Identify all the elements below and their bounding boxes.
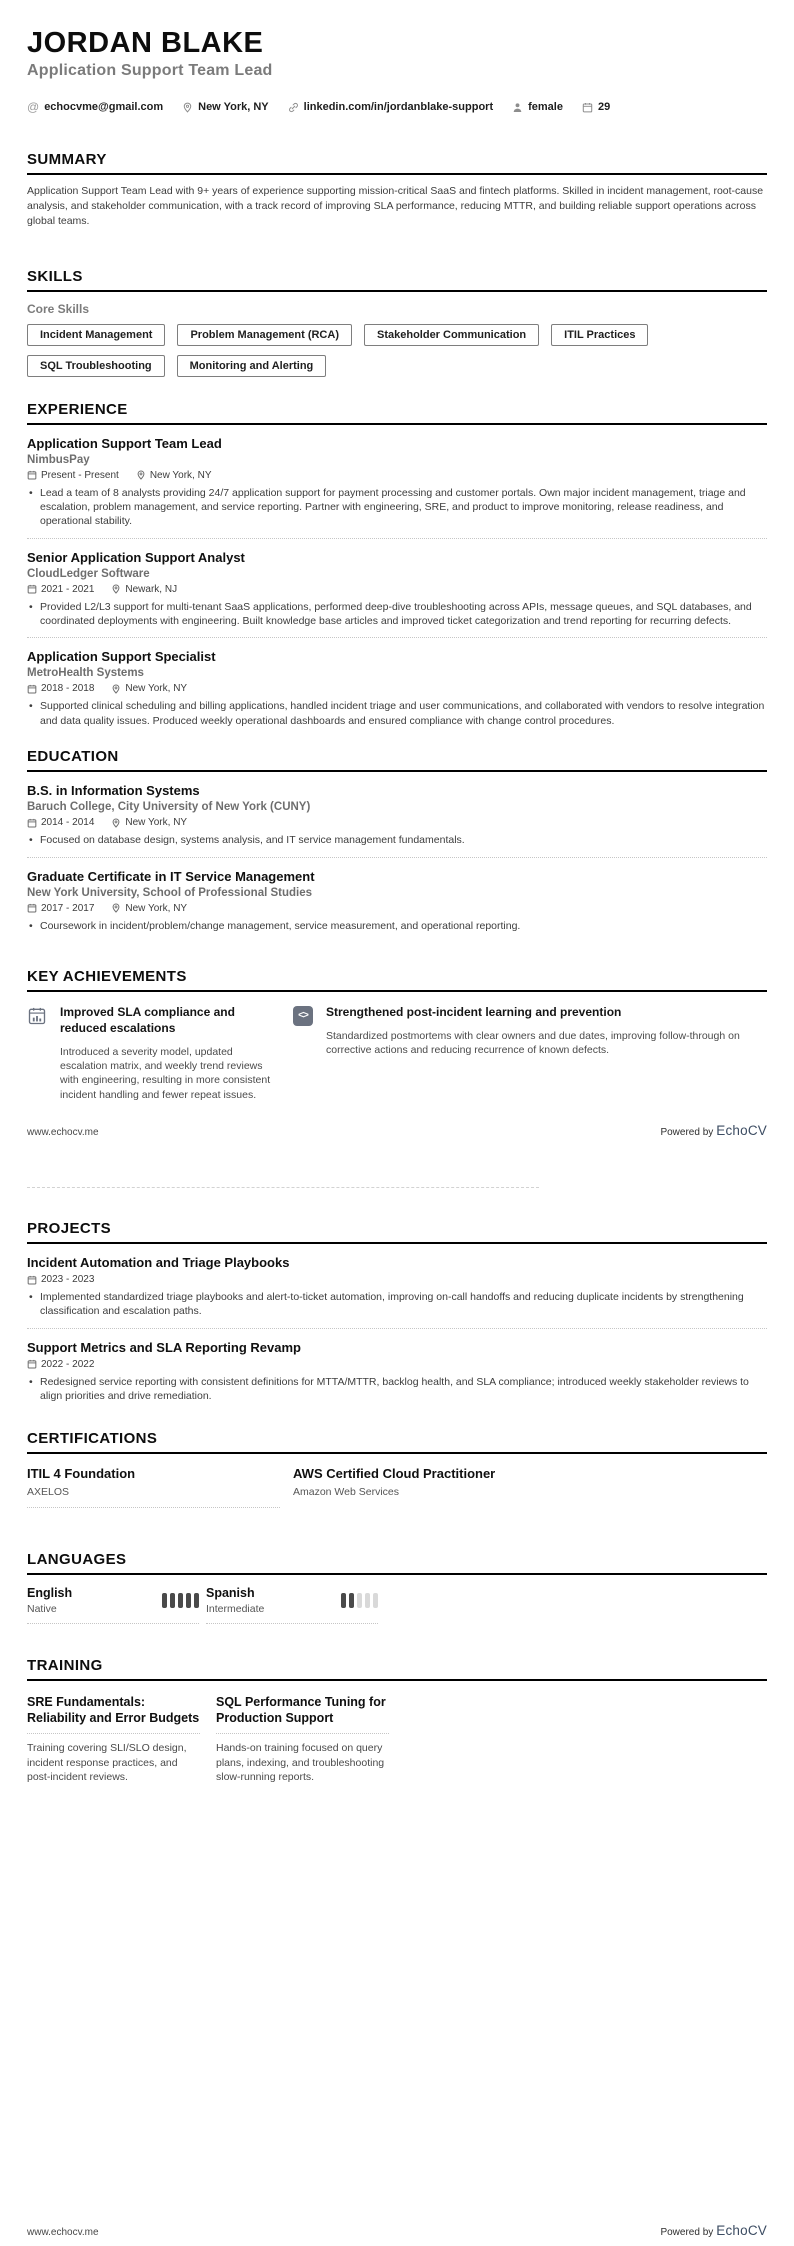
languages-heading: LANGUAGES (27, 1551, 767, 1575)
proficiency-bar (170, 1593, 175, 1608)
education-bullet: • Focused on database design, systems analysis, and IT service management fundamentals. (27, 833, 767, 847)
school-name: New York University, School of Professional Studies (27, 886, 313, 899)
training-item (27, 1694, 200, 1785)
powered-by-label: Powered by (660, 1127, 714, 1139)
job-dates (27, 470, 119, 481)
location-icon (111, 903, 121, 913)
proficiency-bar (365, 1593, 370, 1608)
achievement-title: Improved SLA compliance and reduced escalations (60, 1004, 235, 1035)
project-entry (27, 1340, 767, 1404)
language-row (27, 1586, 199, 1615)
job-bullet: • Supported clinical scheduling and billing applications, handled incident triage and user communications, and collaborated with vendors to resolve integration and data quality issues. Produced weekly operational dashboards and ensured compliance with change control procedures. (27, 699, 767, 728)
entry-divider (27, 637, 767, 638)
resume-header (27, 28, 767, 113)
proficiency-bar (341, 1593, 346, 1608)
job-company: CloudLedger Software (27, 567, 150, 580)
proficiency-bar (194, 1593, 199, 1608)
job-meta (27, 470, 767, 481)
candidate-title: Application Support Team Lead (27, 62, 273, 80)
school-dates (27, 817, 94, 828)
job-meta (27, 584, 767, 595)
contact-row (27, 101, 767, 113)
certifications-heading: CERTIFICATIONS (27, 1430, 767, 1454)
training-grid (27, 1694, 767, 1785)
project-meta (27, 1274, 767, 1285)
certification-issuer: AXELOS (27, 1485, 70, 1498)
section-projects (27, 1220, 767, 1404)
school-location (111, 903, 187, 914)
language-proficiency-bars (341, 1593, 378, 1608)
project-title: Incident Automation and Triage Playbooks (27, 1255, 290, 1271)
section-summary (27, 151, 767, 228)
calendar-icon (27, 1359, 37, 1369)
job-dates (27, 584, 94, 595)
calendar-icon (582, 102, 593, 113)
skill-tag-list (27, 324, 767, 377)
training-text: Training covering SLI/SLO design, incident response practices, and post-incident reviews. (27, 1742, 187, 1783)
achievements-heading: KEY ACHIEVEMENTS (27, 968, 767, 992)
language-proficiency-bars (162, 1593, 199, 1608)
skill-tag: Stakeholder Communication (364, 324, 539, 346)
entry-divider (27, 1507, 280, 1508)
achievement-title: Strengthened post-incident learning and prevention (326, 1004, 622, 1019)
experience-entry (27, 649, 767, 728)
skill-tag: Monitoring and Alerting (177, 355, 327, 377)
language-level: Intermediate (206, 1602, 265, 1615)
location-icon (136, 470, 146, 480)
powered-by (660, 2222, 767, 2240)
calendar-chart-icon (27, 1005, 49, 1102)
education-bullet: • Coursework in incident/problem/change management, service measurement, and operational reporting. (27, 919, 767, 933)
certification-name: ITIL 4 Foundation (27, 1465, 136, 1481)
location-icon (111, 684, 121, 694)
language-level: Native (27, 1602, 57, 1615)
skill-tag: Incident Management (27, 324, 165, 346)
training-heading: TRAINING (27, 1657, 767, 1681)
contact-location-text: New York, NY (198, 101, 269, 114)
achievement-body (60, 1005, 273, 1102)
location-icon (111, 818, 121, 828)
code-icon: <> (293, 1005, 315, 1102)
section-skills (27, 268, 767, 377)
echocv-brand[interactable]: EchoCV (716, 1123, 767, 1139)
achievement-item (293, 1005, 767, 1102)
school-location (111, 817, 187, 828)
language-row (206, 1586, 378, 1615)
degree-title: B.S. in Information Systems (27, 783, 200, 799)
echocv-brand[interactable]: EchoCV (716, 2223, 767, 2238)
project-dates (27, 1359, 94, 1370)
skills-heading: SKILLS (27, 268, 767, 292)
job-meta (27, 683, 767, 694)
footer-site-link[interactable]: www.echocv.me (27, 1127, 99, 1139)
certification-item (27, 1466, 293, 1508)
proficiency-bar (357, 1593, 362, 1608)
skill-tag: SQL Troubleshooting (27, 355, 165, 377)
training-text: Hands-on training focused on query plans, indexing, and troubleshooting slow-running reports. (216, 1742, 385, 1783)
projects-heading: PROJECTS (27, 1220, 767, 1244)
job-location-text: New York, NY (125, 683, 188, 695)
contact-linkedin[interactable] (288, 101, 493, 113)
section-training (27, 1657, 767, 1785)
job-location-text: New York, NY (149, 469, 212, 481)
school-meta (27, 817, 767, 828)
school-dates (27, 903, 94, 914)
calendar-icon (27, 584, 37, 594)
contact-location (182, 101, 269, 113)
proficiency-bar (373, 1593, 378, 1608)
achievement-text: Introduced a severity model, updated escalation matrix, and weekly trend reviews with engineering, resulting in more consistent incident handling and fewer repeat issues. (60, 1045, 271, 1101)
entry-divider (216, 1733, 389, 1734)
project-dates (27, 1274, 94, 1285)
experience-entry (27, 550, 767, 639)
school-name: Baruch College, City University of New York (CUNY) (27, 801, 311, 814)
section-achievements (27, 968, 767, 1102)
summary-heading: SUMMARY (27, 151, 767, 175)
powered-by-label: Powered by (660, 2227, 714, 2238)
contact-email[interactable] (27, 101, 163, 113)
job-location (111, 584, 177, 595)
job-title: Application Support Specialist (27, 649, 216, 665)
section-education (27, 748, 767, 933)
section-experience (27, 401, 767, 729)
location-icon (111, 584, 121, 594)
job-bullet: • Lead a team of 8 analysts providing 24/7 application support for payment processing and customer portals. Own major incident management, triage and escalation, problem management, and service reporting. Partner with engineering, SRE, and product to improve monitoring, release readiness, and operational stability. (27, 486, 767, 529)
page2-footer (27, 2222, 767, 2240)
school-meta (27, 903, 767, 914)
calendar-icon (27, 818, 37, 828)
project-bullet: • Redesigned service reporting with consistent definitions for MTTA/MTTR, backlog health, and SLA compliance; introduced weekly stakeholder reviews to align priorities and drive remediation. (27, 1375, 767, 1404)
project-entry (27, 1255, 767, 1329)
job-dates-text: Present - Present (41, 469, 119, 481)
language-name: Spanish (206, 1585, 255, 1600)
job-dates (27, 683, 94, 694)
certification-name: AWS Certified Cloud Practitioner (293, 1465, 496, 1481)
job-dates-text: 2021 - 2021 (41, 583, 95, 595)
skills-group-label: Core Skills (27, 301, 90, 316)
school-dates-text: 2017 - 2017 (41, 902, 95, 914)
job-title: Application Support Team Lead (27, 435, 222, 451)
candidate-name: JORDAN BLAKE (27, 27, 264, 59)
proficiency-bar (186, 1593, 191, 1608)
job-company: NimbusPay (27, 453, 90, 466)
achievements-grid (27, 1005, 767, 1102)
achievement-text: Standardized postmortems with clear owners and due dates, improving follow-through on corrective actions and reducing recurrence of known defects. (326, 1029, 740, 1057)
contact-age (582, 101, 610, 113)
person-icon (512, 102, 523, 113)
contact-gender (512, 101, 563, 113)
education-entry (27, 869, 767, 933)
entry-divider (27, 538, 767, 539)
skill-tag: Problem Management (RCA) (177, 324, 352, 346)
summary-text: Application Support Team Lead with 9+ years of experience supporting mission-critical SaaS and fintech platforms. Skilled in incident management, root-cause analysis, and stakeholder communication, with a track record of improving SLA performance, reducing MTTR, and building reliable support operations across global teams. (27, 185, 764, 227)
location-icon (182, 102, 193, 113)
job-bullet: • Provided L2/L3 support for multi-tenant SaaS applications, performed deep-dive troubleshooting across APIs, message queues, and SQL databases, and coordinated deployments with engineering. Built knowledge base articles and improved ticket categorization and trend reporting for recurring defects. (27, 600, 767, 629)
training-item (216, 1694, 389, 1785)
project-title: Support Metrics and SLA Reporting Revamp (27, 1339, 301, 1355)
training-title: SRE Fundamentals: Reliability and Error Budgets (27, 1694, 200, 1725)
skill-tag: ITIL Practices (551, 324, 648, 346)
entry-divider (27, 1733, 200, 1734)
link-icon (288, 102, 299, 113)
achievement-body (326, 1005, 747, 1102)
proficiency-bar (162, 1593, 167, 1608)
page1-footer (27, 1122, 767, 1140)
job-title: Senior Application Support Analyst (27, 549, 245, 565)
contact-email-text: echocvme@gmail.com (44, 101, 164, 114)
experience-heading: EXPERIENCE (27, 401, 767, 425)
education-entry (27, 783, 767, 857)
language-item (206, 1586, 378, 1624)
page-break-divider (27, 1187, 539, 1188)
powered-by (660, 1122, 767, 1140)
section-certifications (27, 1430, 767, 1508)
job-location (111, 683, 187, 694)
languages-grid (27, 1586, 767, 1624)
calendar-icon (27, 903, 37, 913)
entry-divider (27, 1623, 199, 1624)
calendar-icon (27, 470, 37, 480)
experience-entry (27, 436, 767, 539)
language-name: English (27, 1585, 73, 1600)
education-heading: EDUCATION (27, 748, 767, 772)
job-dates-text: 2018 - 2018 (41, 683, 95, 695)
project-meta (27, 1359, 767, 1370)
achievement-item (27, 1005, 293, 1102)
job-location (136, 470, 212, 481)
language-labels (206, 1586, 264, 1615)
job-company: MetroHealth Systems (27, 667, 144, 680)
certifications-grid (27, 1466, 767, 1508)
certification-issuer: Amazon Web Services (293, 1485, 400, 1498)
entry-divider (27, 857, 767, 858)
contact-linkedin-text: linkedin.com/in/jordanblake-support (303, 101, 494, 114)
project-dates-text: 2023 - 2023 (41, 1274, 95, 1286)
calendar-icon (27, 1275, 37, 1285)
language-item (27, 1586, 199, 1624)
email-icon: @ (27, 100, 40, 115)
school-dates-text: 2014 - 2014 (41, 817, 95, 829)
proficiency-bar (178, 1593, 183, 1608)
project-dates-text: 2022 - 2022 (41, 1358, 95, 1370)
training-title: SQL Performance Tuning for Production Support (216, 1694, 386, 1725)
school-location-text: New York, NY (125, 902, 188, 914)
footer-site-link[interactable]: www.echocv.me (27, 2227, 99, 2238)
entry-divider (27, 1328, 767, 1329)
job-location-text: Newark, NJ (125, 583, 178, 595)
contact-gender-text: female (528, 101, 563, 114)
school-location-text: New York, NY (125, 817, 188, 829)
project-bullet: • Implemented standardized triage playbooks and alert-to-ticket automation, improving on-call handoffs and reducing duplicate incidents by strengthening classification and escalation paths. (27, 1290, 767, 1319)
proficiency-bar (349, 1593, 354, 1608)
language-labels (27, 1586, 72, 1615)
section-languages (27, 1551, 767, 1624)
degree-title: Graduate Certificate in IT Service Management (27, 868, 315, 884)
certification-item (293, 1466, 767, 1508)
contact-age-text: 29 (597, 101, 611, 114)
calendar-icon (27, 684, 37, 694)
entry-divider (206, 1623, 378, 1624)
